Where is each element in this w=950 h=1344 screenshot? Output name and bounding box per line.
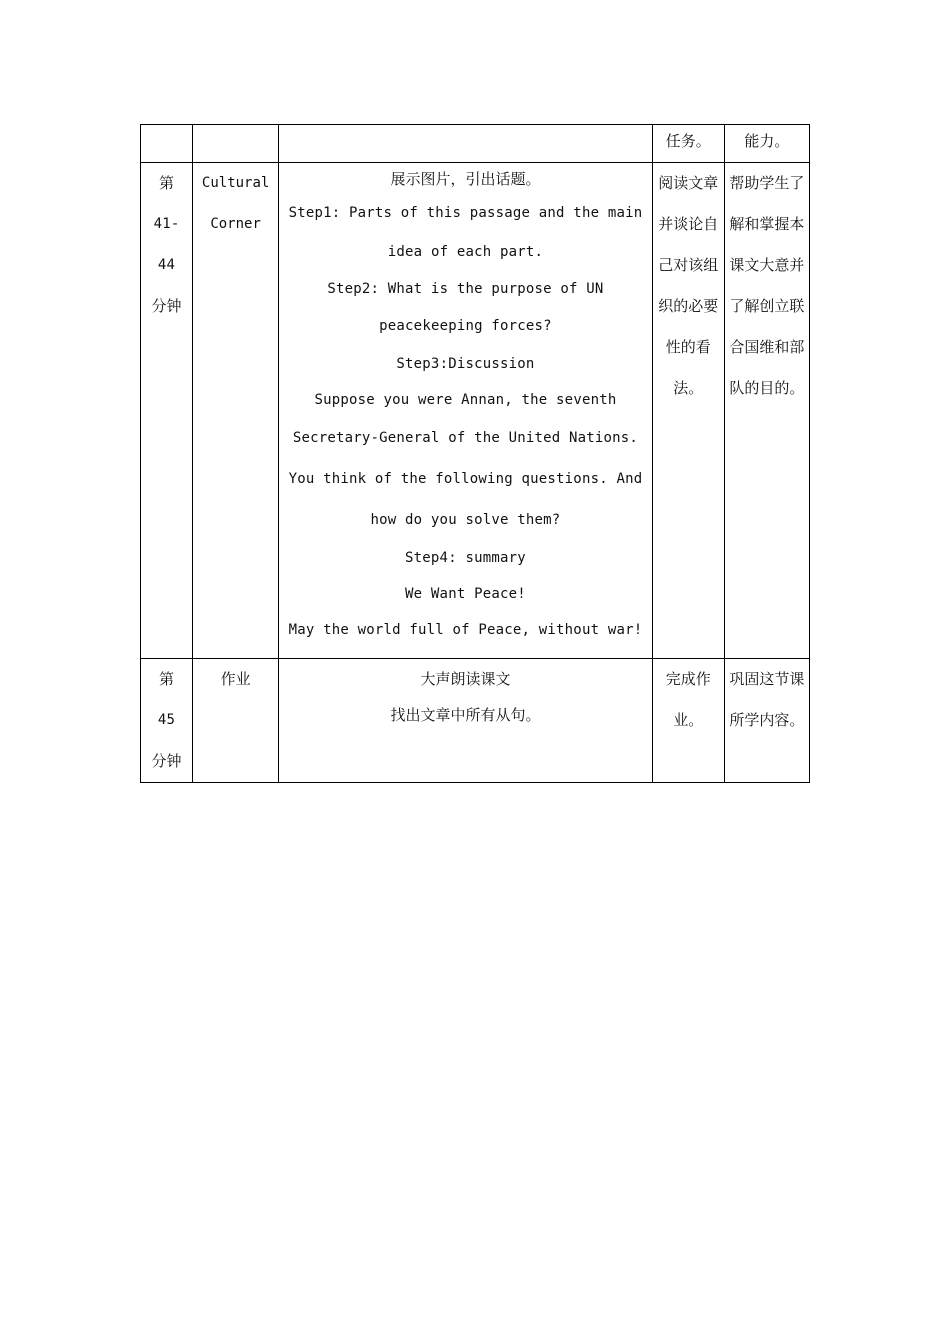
- time-cell: [141, 163, 193, 659]
- time-line: 第: [159, 670, 175, 688]
- student-activity-text: 阅读文章并谈论自己对该组织的必要性的看法。: [658, 174, 719, 397]
- section-line: 作业: [220, 670, 251, 688]
- content-line: Step3:Discussion: [396, 356, 535, 372]
- purpose-text: 帮助学生了解和掌握本课文大意并了解创立联合国维和部队的目的。: [729, 174, 805, 397]
- content-line: May the world full of Peace, without war!: [288, 622, 643, 638]
- student-activity-cell: [652, 163, 724, 659]
- header-cell-ability: [724, 125, 809, 163]
- time-line: 41-: [153, 216, 180, 232]
- content-line: Suppose you were Annan, the seventh: [314, 392, 617, 408]
- section-line: Cultural: [201, 175, 270, 191]
- purpose-cell: [724, 163, 809, 659]
- time-cell: [141, 659, 193, 783]
- time-line: 第: [159, 174, 175, 192]
- time-line: 分钟: [151, 297, 182, 315]
- content-line: We Want Peace!: [405, 586, 526, 602]
- time-line: 44: [157, 257, 176, 273]
- content-line: Secretary-General of the United Nations.: [292, 430, 639, 446]
- ability-label: 能力。: [744, 132, 790, 150]
- header-cell-section: [193, 125, 279, 163]
- purpose-cell: [724, 659, 809, 783]
- content-line: idea of each part.: [387, 244, 544, 260]
- content-line: 展示图片，引出话题。: [390, 170, 541, 188]
- lesson-plan-table: [140, 124, 810, 783]
- header-cell-time: [141, 125, 193, 163]
- content-line: Step2: What is the purpose of UN: [327, 281, 604, 297]
- content-line: Step4: summary: [405, 550, 526, 566]
- header-cell-task: [652, 125, 724, 163]
- content-line: 大声朗读课文: [420, 670, 511, 688]
- task-label: 任务。: [665, 132, 711, 150]
- section-cell: [193, 163, 279, 659]
- content-line: You think of the following questions. And: [288, 471, 643, 487]
- section-cell: [193, 659, 279, 783]
- content-line: Step1: Parts of this passage and the main: [288, 205, 643, 221]
- time-line: 分钟: [151, 752, 182, 770]
- student-activity-text: 完成作业。: [665, 670, 711, 729]
- section-line: Corner: [210, 216, 261, 232]
- table-row: [141, 659, 810, 783]
- content-cell: [279, 659, 653, 783]
- table-header-row: [141, 125, 810, 163]
- student-activity-cell: [652, 659, 724, 783]
- content-line: peacekeeping forces?: [379, 318, 552, 334]
- time-line: 45: [157, 712, 176, 728]
- header-cell-content: [279, 125, 653, 163]
- content-line: how do you solve them?: [370, 512, 561, 528]
- purpose-text: 巩固这节课所学内容。: [729, 670, 805, 729]
- content-cell: [279, 163, 653, 659]
- table-row: [141, 163, 810, 659]
- content-line: 找出文章中所有从句。: [390, 706, 541, 724]
